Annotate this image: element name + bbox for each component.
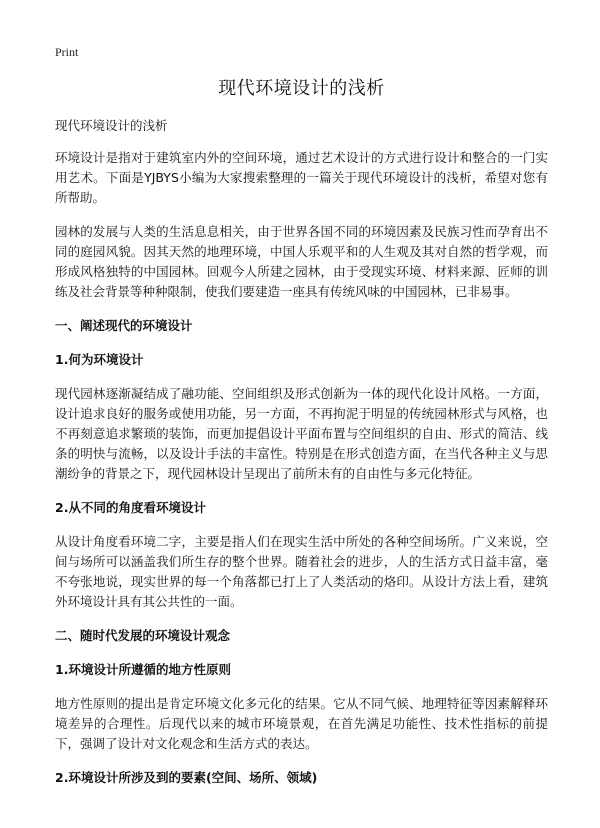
subsection-heading-1-1: 1.何为环境设计 [55, 352, 144, 367]
section-heading-1: 一、阐述现代的环境设计 [55, 318, 193, 333]
subsection-paragraph-2-1: 地方性原则的提出是肯定环境文化多元化的结果。它从不同气候、地理特征等因素解释环境差异的合理性。后现代以来的城市环境景观，在首先满足功能性、技术性指标的前提下，强调了设计对文化观念和生活方式的表达。 [55, 696, 548, 751]
subsection-paragraph-1-1: 现代园林逐渐凝结成了融功能、空间组织及形式创新为一体的现代化设计风格。一方面，设计追求良好的服务或使用功能，另一方面，不再拘泥于明显的传统园林形式与风格，也不再刻意追求繁琐的装饰，而更加提倡设计平面布置与空间组织的自由、形式的简洁、线条的明快与流畅，以及设计手法的丰富性。特别是在形式创造方面，在当代各种主义与思潮纷争的背景之下，现代园林设计呈现出了前所未有的自由性与多元化特征。 [55, 386, 548, 481]
document-subtitle: 现代环境设计的浅析 [55, 118, 168, 133]
subsection-heading-1-2: 2.从不同的角度看环境设计 [55, 500, 206, 515]
document-title: 现代环境设计的浅析 [218, 78, 385, 99]
intro-paragraph-1: 环境设计是指对于建筑室内外的空间环境，通过艺术设计的方式进行设计和整合的一门实用艺术。下面是YJBYS小编为大家搜索整理的一篇关于现代环境设计的浅析，希望对您有所帮助。 [55, 150, 548, 205]
section-heading-2: 二、随时代发展的环境设计观念 [55, 628, 231, 643]
subsection-heading-2-1: 1.环境设计所遵循的地方性原则 [55, 662, 231, 677]
subsection-paragraph-1-2: 从设计角度看环境二字，主要是指人们在现实生活中所处的各种空间场所。广义来说，空间与场所可以涵盖我们所生存的整个世界。随着社会的进步，人的生活方式日益丰富，毫不夸张地说，现实世界的每一个角落都已打上了人类活动的烙印。从设计方法上看，建筑外环境设计具有其公共性的一面。 [55, 534, 548, 609]
intro-paragraph-2: 园林的发展与人类的生活息息相关，由于世界各国不同的环境因素及民族习性而孕育出不同的庭园风貌。因其天然的地理环境，中国人乐观平和的人生观及其对自然的哲学观，而形成风格独特的中国园林。回观今人所建之园林，由于受现实环境、材料来源、匠师的训练及社会背景等种种限制，使我们要建造一座具有传统风味的中国园林，已非易事。 [55, 224, 548, 299]
print-link[interactable]: Print [55, 45, 79, 59]
subsection-heading-2-2: 2.环境设计所涉及到的要素(空间、场所、领域) [55, 770, 318, 785]
